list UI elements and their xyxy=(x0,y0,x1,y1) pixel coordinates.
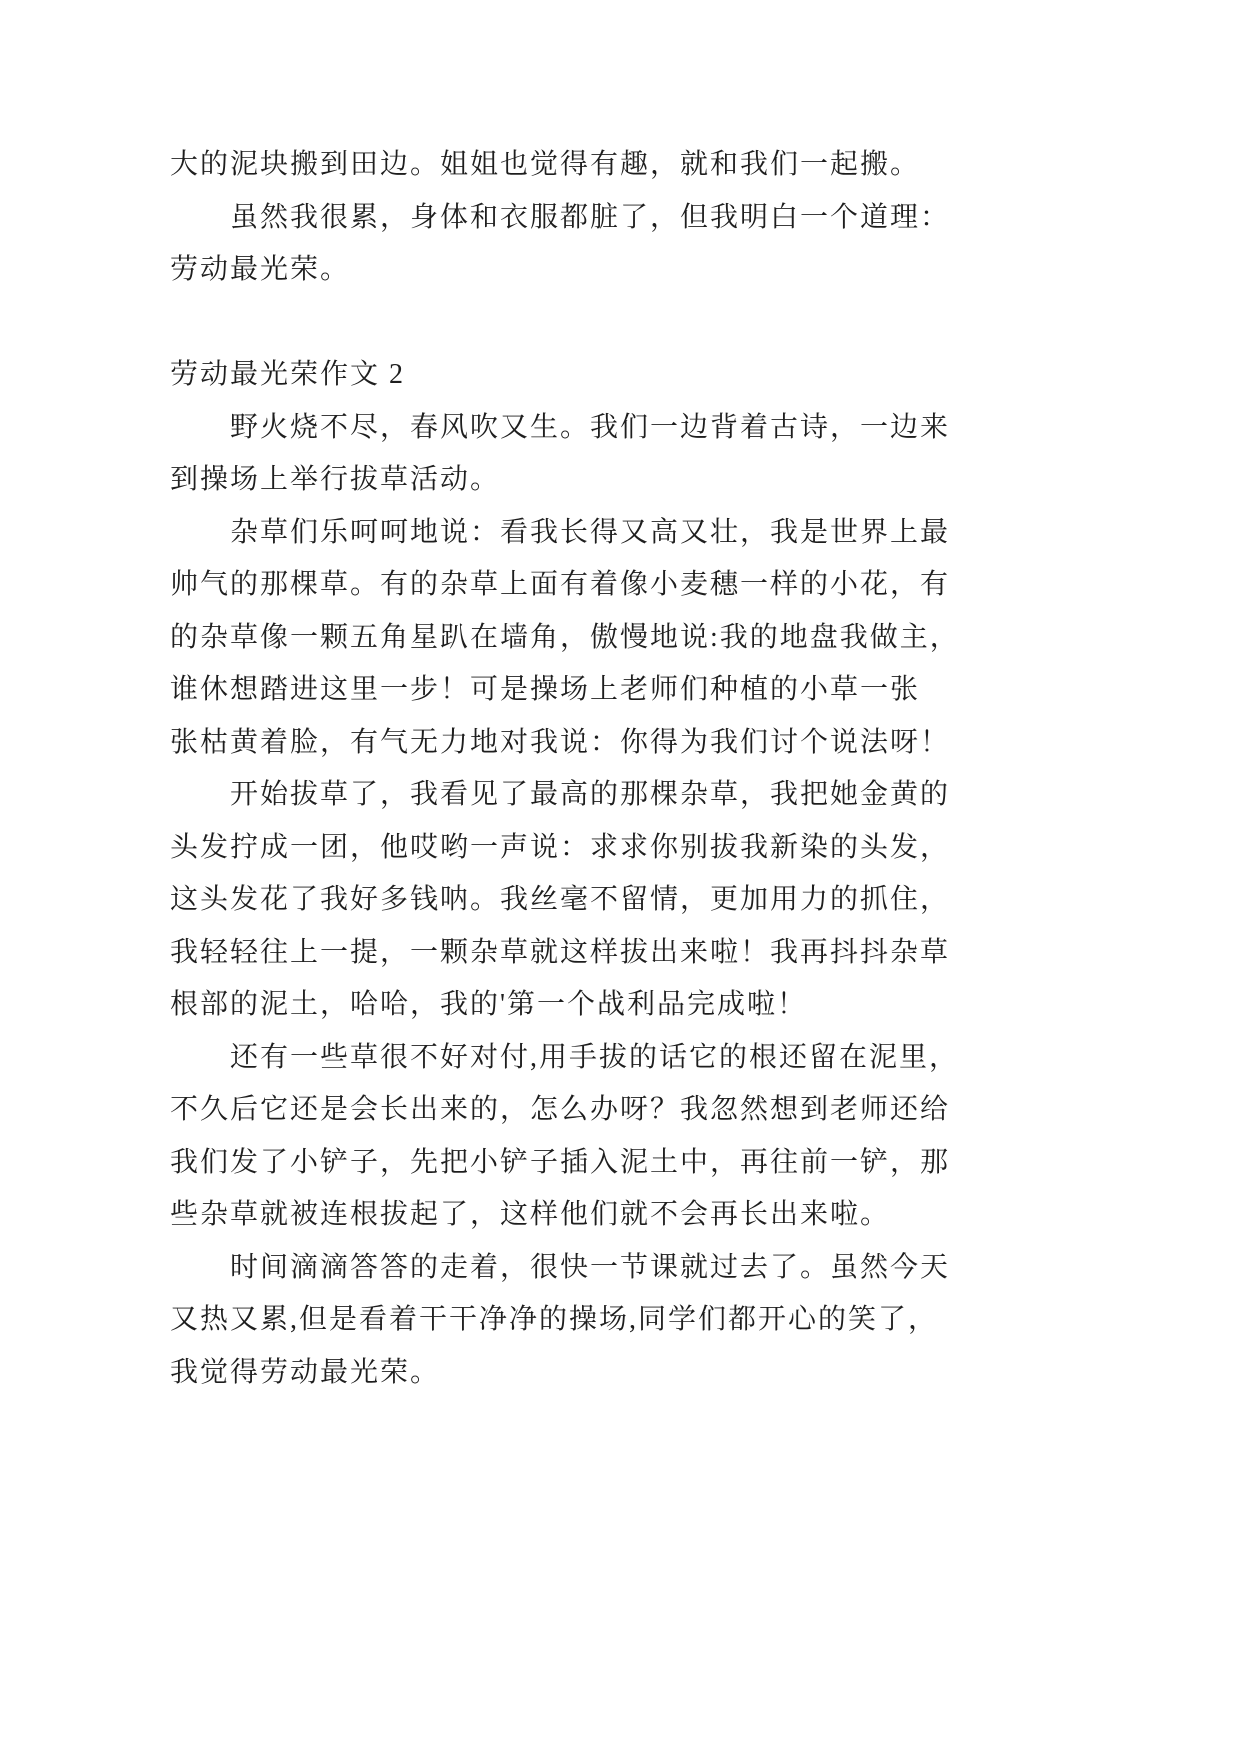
paragraph xyxy=(170,402,1070,507)
paragraph-line: 大的泥块搬到田边。姐姐也觉得有趣，就和我们一起搬。 xyxy=(170,149,921,180)
paragraph xyxy=(170,769,1070,1032)
paragraph-line: 我们发了小铲子，先把小铲子插入泥土中，再往前一铲，那 xyxy=(170,1146,951,1178)
paragraph-line: 我轻轻往上一提，一颗杂草就这样拔出来啦！我再抖抖杂草 xyxy=(170,936,951,968)
paragraph-line: 的杂草像一颗五角星趴在墙角，傲慢地说:我的地盘我做主， xyxy=(170,621,960,653)
paragraph-line: 不久后它还是会长出来的，怎么办呀？我忽然想到老师还给 xyxy=(170,1094,951,1125)
blank-line xyxy=(170,297,1070,350)
paragraph-line: 我觉得劳动最光荣。 xyxy=(170,1356,441,1388)
paragraph-line: 这头发花了我好多钱呐。我丝毫不留情，更加用力的抓住， xyxy=(170,884,951,915)
paragraph-line: 张枯黄着脸，有气无力地对我说：你得为我们讨个说法呀！ xyxy=(170,726,951,758)
paragraph-line: 些杂草就被连根拔起了，这样他们就不会再长出来啦。 xyxy=(170,1199,891,1230)
paragraph-line: 帅气的那棵草。有的杂草上面有着像小麦穗一样的小花，有 xyxy=(170,569,951,600)
paragraph-line: 野火烧不尽，春风吹又生。我们一边背着古诗，一边来 xyxy=(230,411,951,443)
paragraph-line: 时间滴滴答答的走着，很快一节课就过去了。虽然今天 xyxy=(230,1251,951,1283)
paragraph-line: 还有一些草很不好对付,用手拔的话它的根还留在泥里， xyxy=(230,1041,960,1073)
paragraph-continuation xyxy=(170,139,1070,192)
paragraph-line: 劳动最光荣。 xyxy=(170,254,351,285)
paragraph-line: 又热又累,但是看着干干净净的操场,同学们都开心的笑了， xyxy=(170,1304,939,1335)
paragraph-line: 杂草们乐呵呵地说：看我长得又高又壮，我是世界上最 xyxy=(230,516,951,548)
paragraph xyxy=(170,1242,1070,1400)
paragraph-line: 谁休想踏进这里一步！可是操场上老师们种植的小草一张 xyxy=(170,674,921,705)
paragraph-line: 开始拔草了，我看见了最高的那棵杂草，我把她金黄的 xyxy=(230,779,951,810)
paragraph xyxy=(170,1032,1070,1242)
paragraph-line: 根部的泥土，哈哈，我的'第一个战利品完成啦！ xyxy=(170,989,808,1020)
paragraph-line: 到操场上举行拔草活动。 xyxy=(170,464,501,495)
document-body xyxy=(170,139,1070,1399)
paragraph-line: 虽然我很累，身体和衣服都脏了，但我明白一个道理： xyxy=(230,201,951,233)
paragraph-line: 头发拧成一团，他哎哟一声说：求求你别拔我新染的头发， xyxy=(170,831,951,863)
paragraph xyxy=(170,507,1070,770)
paragraph xyxy=(170,192,1070,297)
essay-title: 劳动最光荣作文 2 xyxy=(170,359,406,390)
